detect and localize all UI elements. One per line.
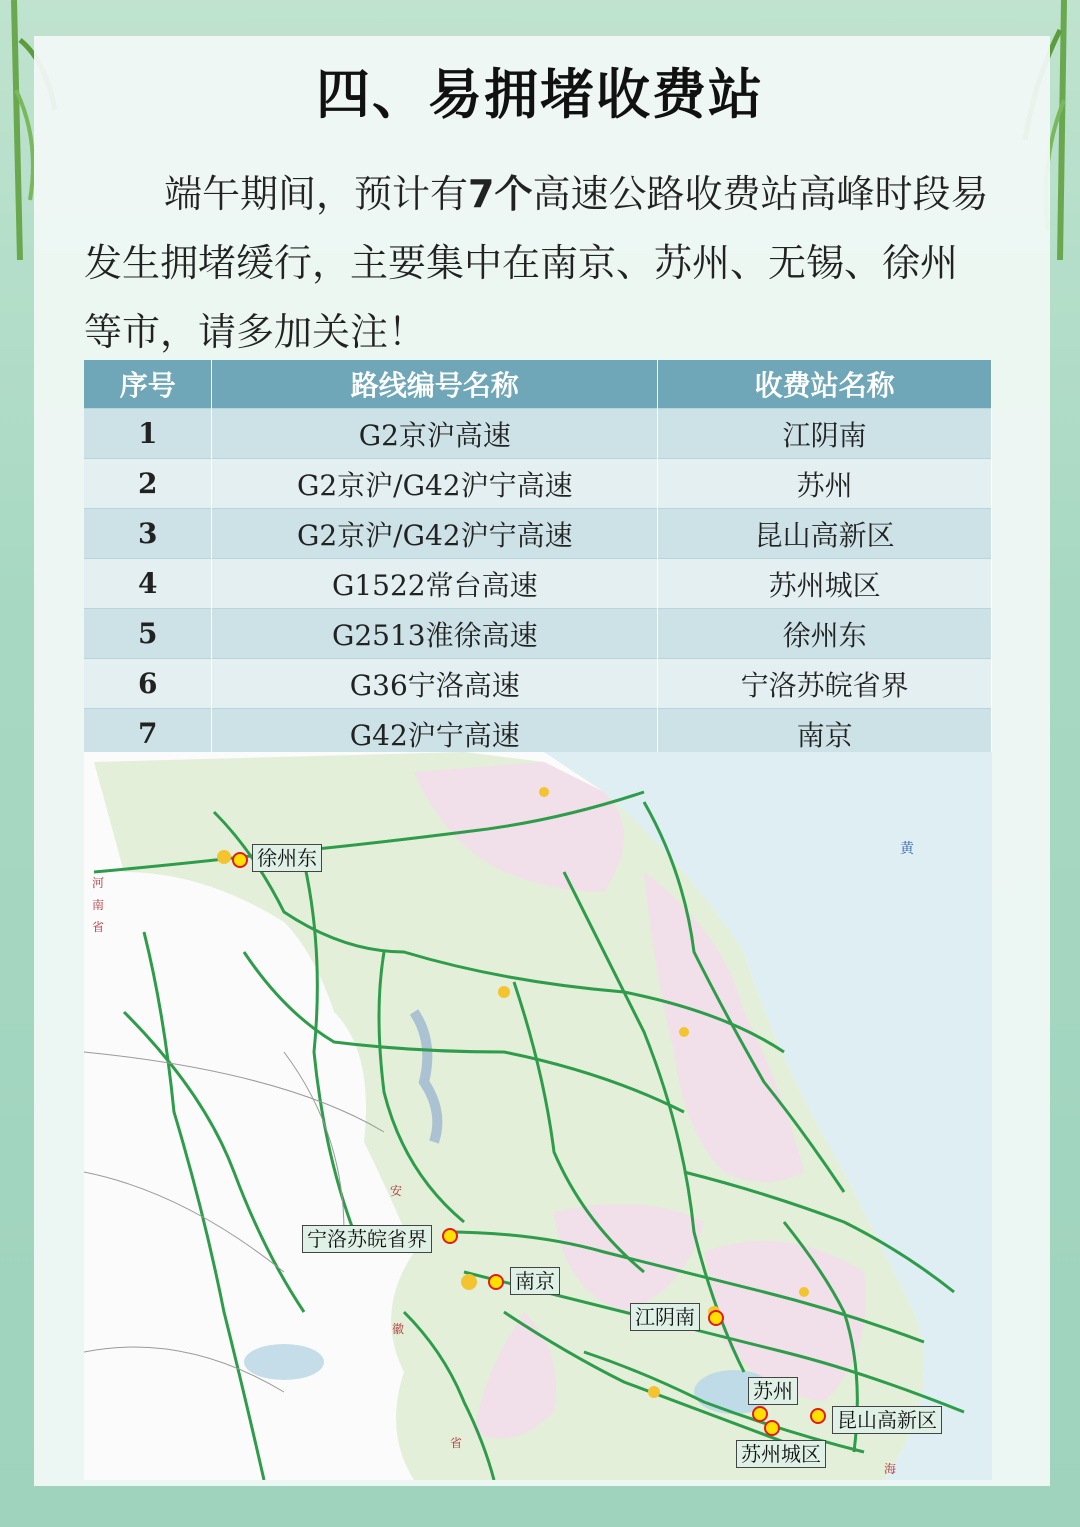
cell-route: G2京沪/G42沪宁高速 [212, 509, 658, 559]
province-label-anhui-3: 省 [450, 1436, 463, 1450]
cell-station: 江阴南 [658, 409, 992, 459]
header-route: 路线编号名称 [212, 360, 658, 409]
cell-no: 7 [84, 709, 212, 759]
province-label-henan: 河南省 [92, 876, 105, 934]
table-row [84, 409, 992, 459]
toll-marker-suzhouchengqu[interactable] [764, 1420, 780, 1436]
toll-marker-ningluo[interactable] [442, 1228, 458, 1244]
cell-route: G1522常台高速 [212, 559, 658, 609]
toll-marker-jiangyinnan[interactable] [708, 1310, 724, 1326]
cell-route: G36宁洛高速 [212, 659, 658, 709]
cell-no: 2 [84, 459, 212, 509]
intro-count: 7个 [468, 172, 533, 216]
map-base [84, 752, 992, 1480]
map-label-nanjing: 南京 [510, 1267, 560, 1295]
cell-route: G42沪宁高速 [212, 709, 658, 759]
header-station: 收费站名称 [658, 360, 992, 409]
cell-no: 1 [84, 409, 212, 459]
map-label-xuzhoudong: 徐州东 [252, 844, 322, 872]
toll-marker-nanjing[interactable] [488, 1274, 504, 1290]
cell-no: 6 [84, 659, 212, 709]
highway-map [84, 752, 992, 1480]
cell-route: G2京沪高速 [212, 409, 658, 459]
intro-text-1: 端午期间，预计有 [164, 172, 469, 216]
toll-station-table [84, 360, 992, 758]
map-label-jiangyinnan: 江阴南 [630, 1303, 700, 1331]
province-label-anhui-1: 安 [390, 1184, 403, 1198]
cell-station: 苏州 [658, 459, 992, 509]
table-row [84, 459, 992, 509]
toll-marker-suzhou[interactable] [752, 1406, 768, 1422]
map-label-kunshan: 昆山高新区 [832, 1406, 942, 1434]
cell-route: G2513淮徐高速 [212, 609, 658, 659]
sea-label: 黄 [900, 841, 914, 857]
page-title: 四、易拥堵收费站 [316, 63, 764, 126]
map-label-suzhouchengqu: 苏州城区 [736, 1440, 826, 1468]
intro-text-2: 高速公路收费站高峰时段易发生拥堵缓行，主要集中在南京、苏州、无锡、徐州等市，请多加关注！ [84, 172, 989, 354]
cell-station: 徐州东 [658, 609, 992, 659]
province-label-hai: 海 [884, 1462, 897, 1476]
toll-marker-xuzhoudong[interactable] [232, 852, 248, 868]
cell-no: 5 [84, 609, 212, 659]
header-no: 序号 [84, 360, 212, 409]
table-row [84, 659, 992, 709]
province-label-anhui-2: 徽 [392, 1322, 405, 1336]
table-header-row [84, 360, 992, 409]
cell-no: 4 [84, 559, 212, 609]
cell-station: 宁洛苏皖省界 [658, 659, 992, 709]
cell-route: G2京沪/G42沪宁高速 [212, 459, 658, 509]
map-label-suzhou: 苏州 [748, 1377, 798, 1405]
cell-station: 昆山高新区 [658, 509, 992, 559]
table-row [84, 709, 992, 759]
map-label-ningluo: 宁洛苏皖省界 [302, 1225, 432, 1253]
intro-paragraph [84, 160, 994, 367]
toll-marker-kunshan[interactable] [810, 1408, 826, 1424]
table-row [84, 559, 992, 609]
table-row [84, 509, 992, 559]
cell-no: 3 [84, 509, 212, 559]
table-row [84, 609, 992, 659]
cell-station: 南京 [658, 709, 992, 759]
cell-station: 苏州城区 [658, 559, 992, 609]
